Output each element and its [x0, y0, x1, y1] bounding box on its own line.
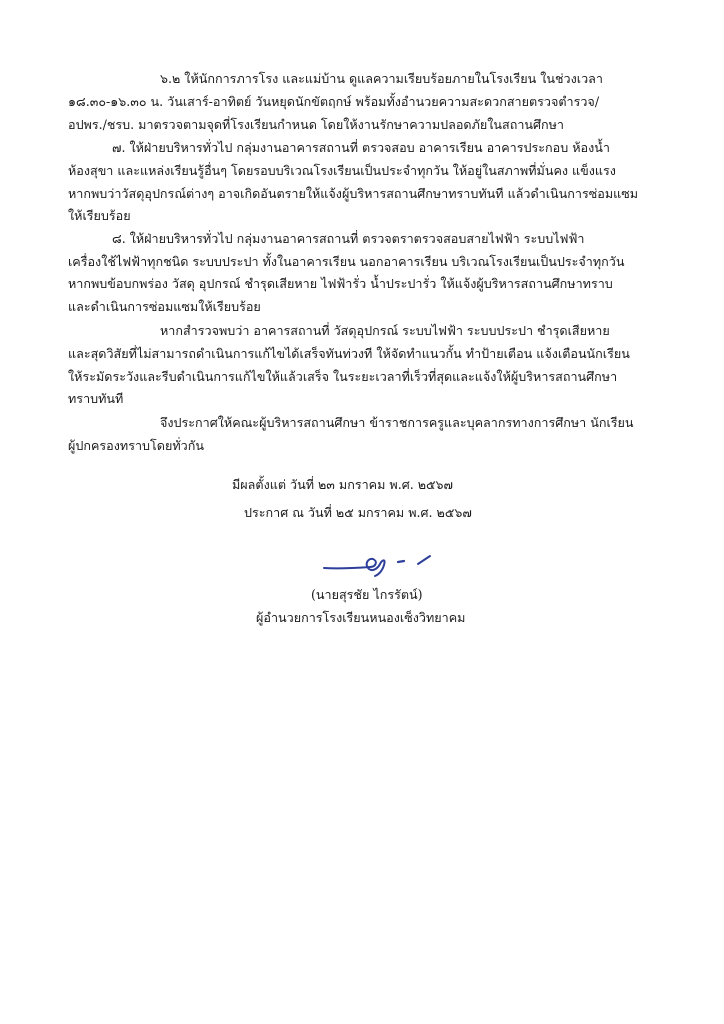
para-announce-line-2: ผู้ปกครองทราบโดยทั่วกัน — [68, 438, 204, 453]
signature-image — [320, 548, 440, 582]
para-7-line-1: ๗. ให้ฝ่ายบริหารทั่วไป กลุ่มงานอาคารสถานที่ ตรวจสอบ อาคารเรียน อาคารประกอบ ห้องน้ำ — [112, 140, 610, 155]
para-found-line-2: และสุดวิสัยที่ไม่สามารถดำเนินการแก้ไขได้เสร็จทันท่วงที ให้จัดทำแนวกั้น ทำป้ายเตือน แจ้งเตือนนักเรียน — [68, 346, 630, 361]
para-7-line-3: หากพบว่าวัสดุอุปกรณ์ต่างๆ อาจเกิดอันตรายให้แจ้งผู้บริหารสถานศึกษาทราบทันที แล้วดำเนินการซ่อมแซม — [68, 186, 639, 201]
para-found-line-1: หากสำรวจพบว่า อาคารสถานที่ วัสดุอุปกรณ์ ระบบไฟฟ้า ระบบประปา ชำรุดเสียหาย — [160, 323, 610, 338]
para-found-line-3: ให้ระมัดระวังและรีบดำเนินการแก้ไขให้แล้วเสร็จ ในระยะเวลาที่เร็วที่สุดและแจ้งให้ผู้บริหารสถานศึกษา — [68, 369, 618, 384]
effective-date: มีผลตั้งแต่ วันที่ ๒๓ มกราคม พ.ศ. ๒๕๖๗ — [232, 477, 454, 492]
para-6-2-line-1: ๖.๒ ให้นักการภารโรง และแม่บ้าน ดูแลความเรียบร้อยภายในโรงเรียน ในช่วงเวลา — [160, 71, 603, 86]
para-6-2-line-2: ๑๘.๓๐-๑๖.๓๐ น. วันเสาร์-อาทิตย์ วันหยุดนักขัตฤกษ์ พร้อมทั้งอำนวยความสะดวกสายตรวจตำรวจ/ — [68, 94, 600, 109]
announce-date: ประกาศ ณ วันที่ ๒๕ มกราคม พ.ศ. ๒๕๖๗ — [244, 505, 472, 520]
para-8-line-3: หากพบข้อบกพร่อง วัสดุ อุปกรณ์ ชำรุดเสียหาย ไฟฟ้ารั่ว น้ำประปารั่ว ให้แจ้งผู้บริหารสถานศึกษาทราบ — [68, 276, 613, 291]
signer-name: (นายสุรชัย ไกรรัตน์) — [311, 587, 423, 602]
para-8-line-4: และดำเนินการซ่อมแซมให้เรียบร้อย — [68, 299, 261, 314]
para-8-line-1: ๘. ให้ฝ่ายบริหารทั่วไป กลุ่มงานอาคารสถานที่ ตรวจตราตรวจสอบสายไฟฟ้า ระบบไฟฟ้า — [112, 231, 585, 246]
para-announce-line-1: จึงประกาศให้คณะผู้บริหารสถานศึกษา ข้าราชการครูและบุคลากรทางการศึกษา นักเรียน — [160, 415, 634, 430]
para-7-line-4: ให้เรียบร้อย — [68, 208, 131, 223]
para-8-line-2: เครื่องใช้ไฟฟ้าทุกชนิด ระบบประปา ทั้งในอาคารเรียน นอกอาคารเรียน บริเวณโรงเรียนเป็นประจำทุกวัน — [68, 254, 625, 269]
signature-stroke-main — [324, 559, 385, 576]
para-7-line-2: ห้องสุขา และแหล่งเรียนรู้อื่นๆ โดยรอบบริเวณโรงเรียนเป็นประจำทุกวัน ให้อยู่ในสภาพที่มั่นคง แข็งแรง — [68, 163, 616, 178]
signature-stroke-dash — [398, 561, 404, 562]
signature-stroke-tick — [418, 556, 430, 564]
para-found-line-4: ทราบทันที — [68, 391, 124, 406]
signer-title: ผู้อำนวยการโรงเรียนหนองเซ็งวิทยาคม — [256, 610, 466, 625]
para-6-2-line-3: อปพร./ชรบ. มาตรวจตามจุดที่โรงเรียนกำหนด โดยให้งานรักษาความปลอดภัยในสถานศึกษา — [68, 117, 564, 132]
